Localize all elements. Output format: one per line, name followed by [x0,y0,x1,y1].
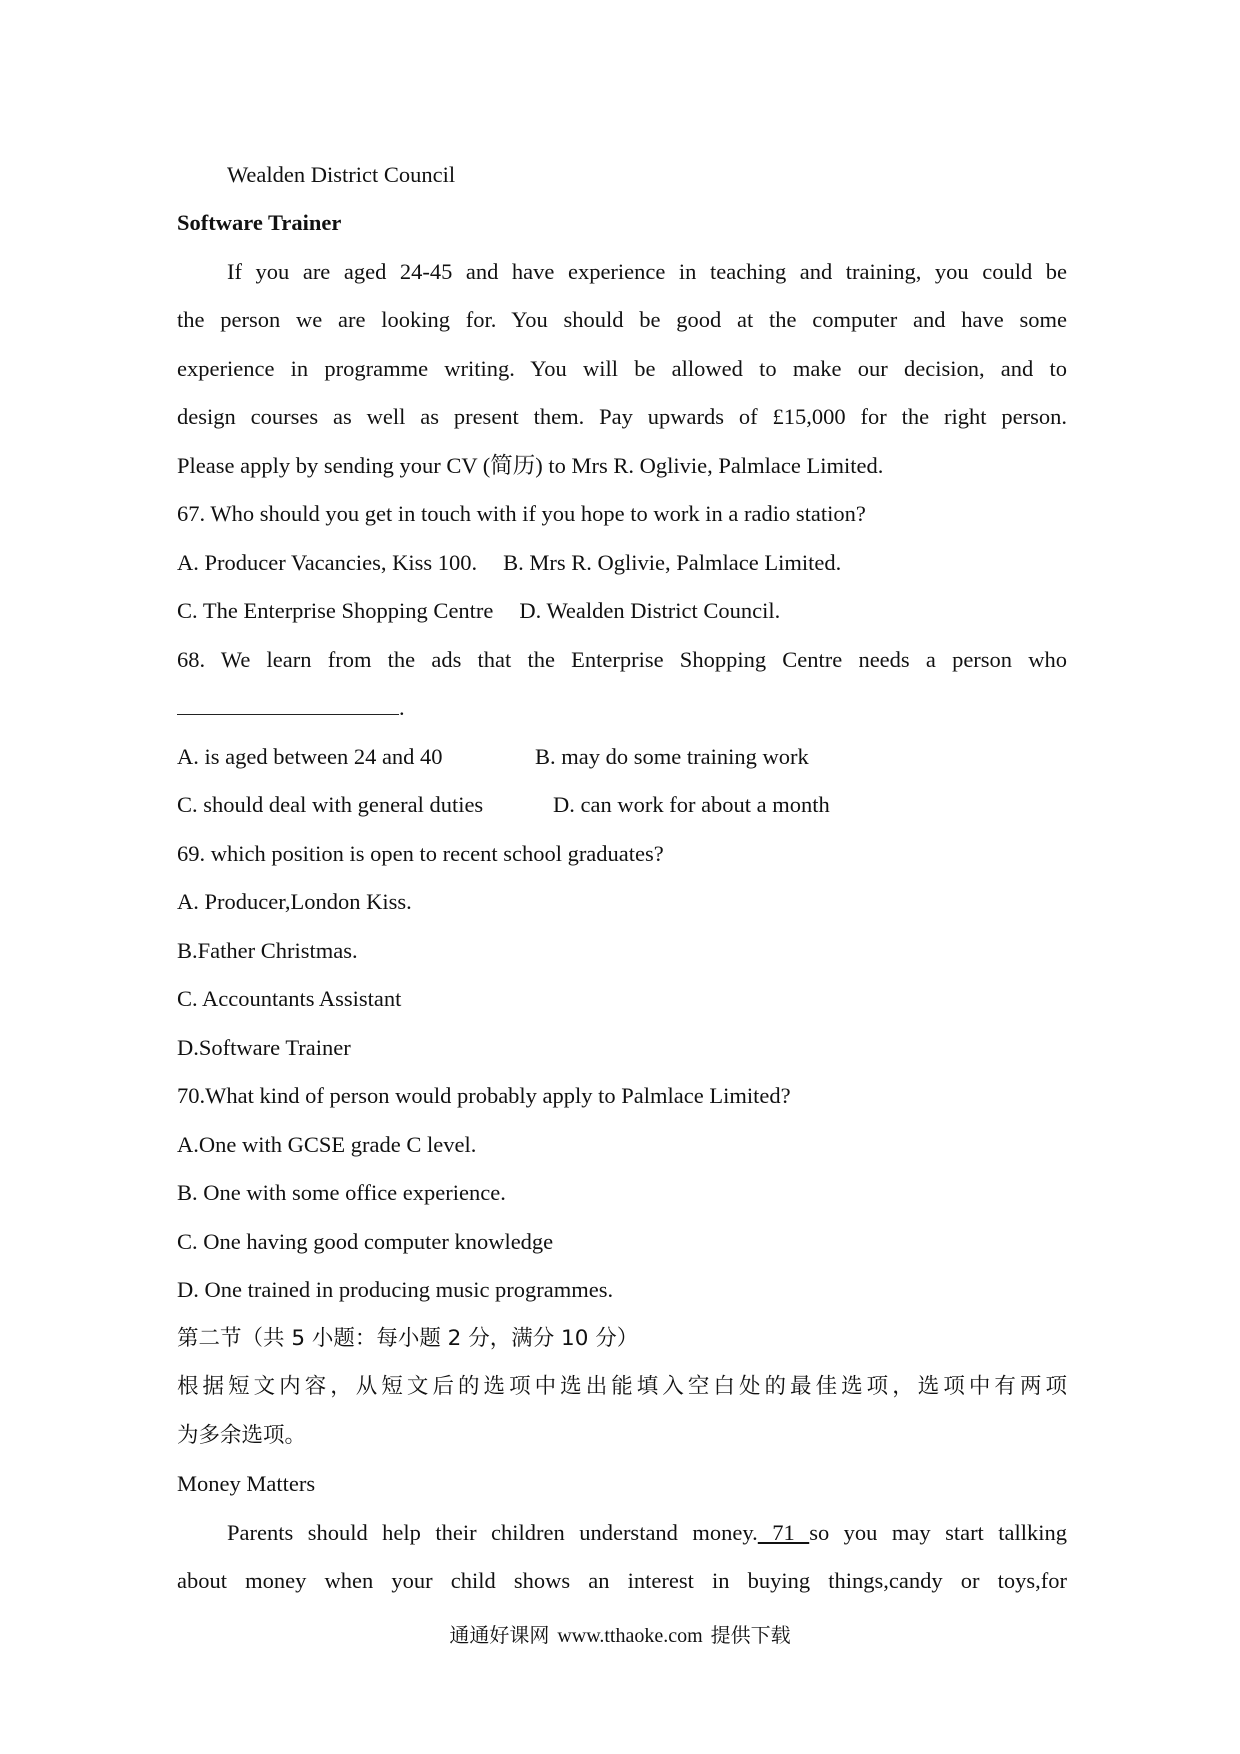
option-d: D. One trained in producing music programmes. [177,1277,614,1302]
option-d: D.Software Trainer [177,1035,351,1060]
option-b: B. One with some office experience. [177,1180,506,1205]
question-68-options-row-2 [177,790,1067,820]
question-67-options-row-1 [177,548,1067,578]
option-a: A. is aged between 24 and 40 [177,744,443,769]
question-67-stem: 67. Who should you get in touch with if you hope to work in a radio station? [177,501,866,526]
question-68-stem: 68. We learn from the ads that the Enterprise Shopping Centre needs a person who [177,647,1067,672]
ad-paragraph-line: Please apply by sending your CV (简历) to Mrs R. Oglivie, Palmlace Limited. [177,453,884,478]
ad-organization: Wealden District Council [227,162,456,187]
page-footer [0,1622,1240,1649]
passage-line: about money when your child shows an interest in buying things,candy or toys,for [177,1568,1067,1593]
footer-site-name: 通通好课网 [449,1623,550,1647]
section-instructions: 根据短文内容，从短文后的选项中选出能填入空白处的最佳选项，选项中有两项 [177,1374,1067,1399]
option-c: C. The Enterprise Shopping Centre [177,598,494,623]
option-d: D. Wealden District Council. [519,598,781,623]
option-c: C. One having good computer knowledge [177,1229,554,1254]
option-c: C. Accountants Assistant [177,986,402,1011]
section-heading: 第二节（共 5 小题：每小题 2 分，满分 10 分） [177,1326,639,1351]
passage-line: Parents should help their children understand money. 71 so you may start tallking [227,1520,1068,1545]
option-c: C. should deal with general duties [177,792,484,817]
ad-paragraph-line: experience in programme writing. You will be allowed to make our decision, and to [177,356,1067,381]
question-68-options-row-1 [177,742,1067,772]
option-d: D. can work for about a month [553,792,830,817]
ad-title: Software Trainer [177,210,342,235]
option-a: A. Producer Vacancies, Kiss 100. [177,550,478,575]
option-b: B. Mrs R. Oglivie, Palmlace Limited. [503,550,842,575]
ad-paragraph-line: the person we are looking for. You should be good at the computer and have some [177,307,1067,332]
option-b: B. may do some training work [535,744,809,769]
question-70-stem: 70.What kind of person would probably apply to Palmlace Limited? [177,1083,791,1108]
section-instructions: 为多余选项。 [177,1423,307,1448]
ad-paragraph-line: If you are aged 24-45 and have experience in teaching and training, you could be [227,259,1067,284]
footer-download-note: 提供下载 [710,1623,791,1647]
question-69-stem: 69. which position is open to recent school graduates? [177,841,664,866]
answer-blank-line [177,700,399,715]
option-a: A.One with GCSE grade C level. [177,1132,477,1157]
ad-paragraph-line: design courses as well as present them. Pay upwards of £15,000 for the right person. [177,404,1067,429]
question-67-options-row-2 [177,596,1067,626]
option-b: B.Father Christmas. [177,938,358,963]
option-a: A. Producer,London Kiss. [177,889,412,914]
blank-71: 71 [757,1520,810,1545]
footer-url: www.tthaoke.com [557,1625,703,1647]
passage-title: Money Matters [177,1471,316,1496]
question-68-blank: . [177,693,1067,723]
